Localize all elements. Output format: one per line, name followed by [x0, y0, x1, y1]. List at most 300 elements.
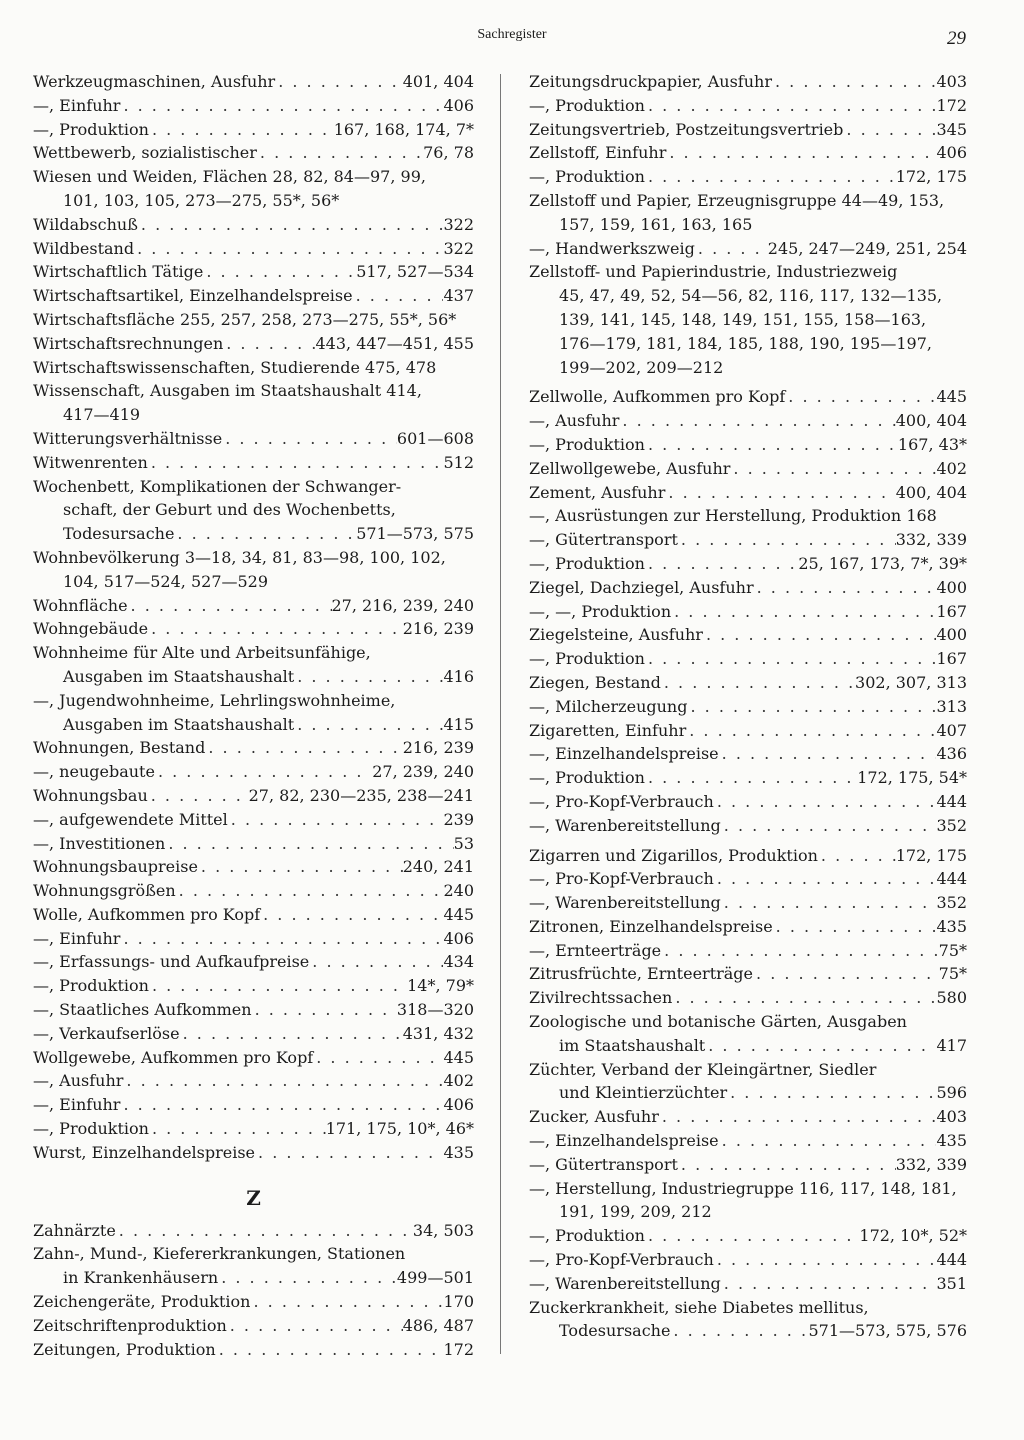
entry-term: Zivilrechtssachen	[529, 988, 673, 1008]
dot-leader	[661, 671, 855, 695]
dot-leader	[730, 457, 936, 481]
index-entry	[529, 1224, 967, 1248]
dot-leader	[255, 1141, 443, 1165]
index-entry	[529, 189, 967, 213]
entry-page-refs: 302, 307, 313	[855, 672, 967, 692]
index-entry	[529, 552, 967, 576]
index-entry	[33, 1022, 474, 1046]
entry-page-refs: 400	[936, 625, 967, 645]
index-entry	[529, 962, 967, 986]
index-entry	[33, 475, 474, 499]
index-entry	[529, 260, 967, 284]
entry-term: Ausgaben im Staatshaushalt	[63, 714, 295, 734]
entry-term: —, Ernteerträge	[529, 940, 662, 960]
entry-term: —, Jugendwohnheime, Lehrlingswohnheime,	[33, 690, 396, 710]
index-entry	[33, 1338, 474, 1362]
entry-term: 101, 103, 105, 273—275, 55*, 56*	[63, 190, 340, 210]
index-entry	[33, 617, 474, 641]
index-entry	[529, 1058, 967, 1082]
index-entry	[33, 379, 474, 403]
index-entry	[529, 986, 967, 1010]
entry-page-refs: 216, 239	[402, 619, 474, 639]
dot-leader	[753, 962, 939, 986]
entry-page-refs: 601—608	[396, 428, 474, 448]
entry-page-refs: 216, 239	[402, 738, 474, 758]
entry-page-refs: 25, 167, 173, 7*, 39*	[798, 553, 967, 573]
dot-leader	[670, 1319, 808, 1343]
entry-term: —, Einzelhandelspreise	[529, 1131, 719, 1151]
entry-page-refs: 403	[936, 1107, 967, 1127]
dot-leader	[714, 1248, 937, 1272]
entry-page-refs: 27, 216, 239, 240	[331, 595, 474, 615]
index-entry	[33, 260, 474, 284]
index-entry	[529, 1177, 967, 1201]
index-entry	[33, 356, 474, 380]
index-entry	[529, 1010, 967, 1034]
entry-page-refs: 76, 78	[423, 143, 474, 163]
entry-term: Wollgewebe, Aufkommen pro Kopf	[33, 1047, 314, 1067]
entry-page-refs: 352	[936, 815, 967, 835]
index-entry	[33, 1314, 474, 1338]
entry-term: Zeichengeräte, Produktion	[33, 1292, 251, 1312]
entry-term: Zeitschriftenproduktion	[33, 1315, 227, 1335]
index-entry	[33, 784, 474, 808]
entry-term: —, Milcherzeugung	[529, 696, 688, 716]
running-header-title: Sachregister	[477, 27, 547, 42]
index-entry	[33, 689, 474, 713]
index-entry	[529, 141, 967, 165]
index-entry	[33, 237, 474, 261]
dot-leader	[695, 237, 768, 261]
entry-term: Wildbestand	[33, 238, 135, 258]
dot-leader	[228, 808, 444, 832]
index-entry	[33, 522, 474, 546]
index-entry	[33, 974, 474, 998]
entry-term: —, Einfuhr	[33, 928, 121, 948]
dot-leader	[645, 94, 937, 118]
entry-page-refs: 332, 339	[895, 1154, 967, 1174]
entry-page-refs: 172, 10*, 52*	[859, 1226, 967, 1246]
dot-leader	[645, 165, 896, 189]
entry-page-refs: 313	[936, 696, 967, 716]
dot-leader	[843, 118, 936, 142]
dot-leader	[216, 1338, 444, 1362]
dot-leader	[174, 522, 356, 546]
index-entry	[33, 1093, 474, 1117]
entry-page-refs: 444	[936, 791, 967, 811]
entry-page-refs: 416	[443, 666, 474, 686]
index-entry	[33, 94, 474, 118]
index-entry	[33, 427, 474, 451]
dot-leader	[309, 950, 443, 974]
entry-term: —, Gütertransport	[529, 1154, 678, 1174]
dot-leader	[353, 284, 444, 308]
entry-term: Zement, Ausfuhr	[529, 482, 666, 502]
dot-leader	[149, 974, 407, 998]
entry-term: Wohnfläche	[33, 595, 128, 615]
index-entry	[33, 760, 474, 784]
dot-leader	[148, 451, 444, 475]
entry-term: 176—179, 181, 184, 185, 188, 190, 195—197,	[559, 333, 932, 353]
entry-page-refs: 240, 241	[402, 857, 474, 877]
entry-page-refs: 245, 247—249, 251, 254	[767, 238, 967, 258]
index-entry	[529, 891, 967, 915]
dot-leader	[198, 855, 403, 879]
entry-page-refs: 27, 239, 240	[372, 762, 474, 782]
dot-leader	[721, 891, 937, 915]
entry-term: Züchter, Verband der Kleingärtner, Siedler	[529, 1059, 877, 1079]
entry-page-refs: 402	[443, 1071, 474, 1091]
index-entry	[529, 308, 967, 332]
entry-page-refs: 444	[936, 869, 967, 889]
index-entry	[33, 879, 474, 903]
entry-page-refs: 406	[936, 143, 967, 163]
dot-leader	[772, 70, 936, 94]
entry-page-refs: 445	[936, 387, 967, 407]
dot-leader	[686, 719, 936, 743]
index-entry	[529, 719, 967, 743]
index-entry	[529, 939, 967, 963]
index-entry	[33, 141, 474, 165]
entry-term: —, Investitionen	[33, 833, 166, 853]
entry-page-refs: 318—320	[396, 1000, 474, 1020]
dot-leader	[205, 736, 402, 760]
index-entry	[33, 165, 474, 189]
entry-term: —, Produktion	[529, 95, 645, 115]
entry-term: Wiesen und Weiden, Flächen 28, 82, 84—97, 99,	[33, 167, 426, 187]
dot-leader	[257, 141, 423, 165]
entry-page-refs: 406	[443, 95, 474, 115]
entry-term: —, Pro-Kopf-Verbrauch	[529, 869, 714, 889]
dot-leader	[149, 1117, 326, 1141]
dot-leader	[223, 332, 315, 356]
entry-term: —, Produktion	[529, 1226, 645, 1246]
index-entry	[33, 213, 474, 237]
index-entry	[529, 528, 967, 552]
index-entry	[33, 713, 474, 737]
entry-term: Wohngebäude	[33, 619, 149, 639]
entry-term: Zellstoff und Papier, Erzeugnisgruppe 44—49, 153,	[529, 190, 945, 210]
entry-page-refs: 352	[936, 893, 967, 913]
dot-leader	[294, 665, 443, 689]
index-entry	[33, 403, 474, 427]
index-entry	[529, 671, 967, 695]
dot-leader	[659, 1105, 937, 1129]
entry-term: Zitrusfrüchte, Ernteerträge	[529, 964, 754, 984]
index-entry	[529, 1248, 967, 1272]
entry-page-refs: 167, 43*	[897, 434, 967, 454]
index-entry	[529, 385, 967, 409]
index-entry	[529, 237, 967, 261]
entry-page-refs: 434	[443, 952, 474, 972]
entry-term: 45, 47, 49, 52, 54—56, 82, 116, 117, 132—135,	[559, 286, 943, 306]
entry-page-refs: 417	[936, 1035, 967, 1055]
entry-term: —, Ausrüstungen zur Herstellung, Produktion 168	[529, 506, 937, 526]
dot-leader	[671, 600, 936, 624]
entry-page-refs: 486, 487	[402, 1315, 474, 1335]
entry-term: Witterungsverhältnisse	[33, 428, 223, 448]
entry-page-refs: 167, 168, 174, 7*	[333, 119, 474, 139]
dot-leader	[260, 903, 443, 927]
dot-leader	[645, 647, 937, 671]
index-column-right	[529, 70, 967, 1343]
entry-term: —, Produktion	[529, 167, 645, 187]
index-list-z-continued	[529, 70, 967, 1343]
entry-page-refs: 436	[936, 744, 967, 764]
dot-leader	[703, 623, 937, 647]
entry-page-refs: 351	[936, 1273, 967, 1293]
entry-term: —, Gütertransport	[529, 530, 678, 550]
index-entry	[529, 915, 967, 939]
dot-leader	[134, 237, 443, 261]
index-entry	[33, 1266, 474, 1290]
dot-leader	[665, 481, 895, 505]
index-entry	[529, 118, 967, 142]
index-entry	[529, 1034, 967, 1058]
entry-term: 139, 141, 145, 148, 149, 151, 155, 158—163,	[559, 309, 927, 329]
index-entry	[33, 284, 474, 308]
entry-term: Wurst, Einzelhandelspreise	[33, 1142, 256, 1162]
index-entry	[33, 855, 474, 879]
index-entry	[529, 1081, 967, 1105]
entry-term: —, Pro-Kopf-Verbrauch	[529, 1250, 714, 1270]
dot-leader	[773, 915, 937, 939]
entry-page-refs: 444	[936, 1250, 967, 1270]
dot-leader	[727, 1081, 936, 1105]
entry-page-refs: 172, 175, 54*	[857, 768, 967, 788]
index-entry	[529, 504, 967, 528]
dot-leader	[719, 1129, 937, 1153]
entry-term: Zahn-, Mund-, Kiefererkrankungen, Stationen	[33, 1244, 406, 1264]
entry-term: Werkzeugmaschinen, Ausfuhr	[33, 72, 276, 91]
index-entry	[529, 1129, 967, 1153]
index-entry	[33, 70, 474, 94]
entry-term: —, Herstellung, Industriegruppe 116, 117, 148, 181,	[529, 1178, 957, 1198]
entry-term: Ziegelsteine, Ausfuhr	[529, 625, 703, 645]
entry-page-refs: 400, 404	[895, 411, 967, 431]
index-entry	[33, 808, 474, 832]
dot-leader	[203, 260, 356, 284]
dot-leader	[645, 433, 898, 457]
index-entry	[529, 1319, 967, 1343]
entry-term: 157, 159, 161, 163, 165	[559, 214, 753, 234]
index-entry	[529, 766, 967, 790]
dot-leader	[721, 1272, 937, 1296]
index-entry	[33, 832, 474, 856]
entry-page-refs: 596	[936, 1083, 967, 1103]
entry-page-refs: 53	[453, 833, 474, 853]
entry-page-refs: 14*, 79*	[407, 976, 474, 996]
index-entry	[529, 844, 967, 868]
entry-page-refs: 172, 175	[895, 845, 967, 865]
entry-term: Zeitungen, Produktion	[33, 1339, 216, 1359]
index-column-left	[33, 70, 474, 1361]
entry-term: —, —, Produktion	[529, 601, 672, 621]
entry-term: —, Produktion	[33, 1119, 149, 1139]
entry-term: —, Ausfuhr	[529, 411, 620, 431]
index-entry	[33, 927, 474, 951]
entry-term: —, Warenbereitstellung	[529, 815, 721, 835]
entry-page-refs: 172	[936, 95, 967, 115]
entry-page-refs: 170	[443, 1292, 474, 1312]
dot-leader	[149, 118, 334, 142]
section-letter-heading: Z	[246, 1185, 261, 1210]
entry-page-refs: 401, 404	[402, 72, 474, 91]
dot-leader	[116, 1219, 413, 1243]
entry-term: Zucker, Ausfuhr	[529, 1107, 659, 1127]
entry-page-refs: 435	[443, 1142, 474, 1162]
index-entry	[529, 1153, 967, 1177]
entry-term: Zellstoff, Einfuhr	[529, 143, 667, 163]
dot-leader	[721, 814, 937, 838]
entry-term: Ziegel, Dachziegel, Ausfuhr	[529, 577, 754, 597]
entry-term: Wirtschaftsrechnungen	[33, 333, 224, 353]
entry-term: Wohnungen, Bestand	[33, 738, 206, 758]
index-entry	[33, 641, 474, 665]
entry-term: Wirtschaftswissenschaften, Studierende 475, 478	[33, 357, 437, 377]
index-entry	[33, 1046, 474, 1070]
entry-term: —, Produktion	[33, 119, 149, 139]
entry-page-refs: 571—573, 575	[356, 524, 474, 544]
entry-term: Zitronen, Einzelhandelspreise	[529, 916, 773, 936]
entry-page-refs: 431, 432	[402, 1023, 474, 1043]
dot-leader	[176, 879, 444, 903]
dot-leader	[714, 790, 937, 814]
entry-page-refs: 415	[443, 714, 474, 734]
entry-term: —, Handwerkszweig	[529, 238, 695, 258]
dot-leader	[666, 141, 936, 165]
dot-leader	[705, 1034, 936, 1058]
index-entry	[33, 332, 474, 356]
entry-term: Witwenrenten	[33, 452, 148, 472]
entry-term: 199—202, 209—212	[559, 357, 724, 377]
entry-page-refs: 167	[936, 649, 967, 669]
entry-term: —, Produktion	[529, 649, 645, 669]
entry-term: und Kleintierzüchter	[559, 1083, 728, 1103]
entry-term: Wochenbett, Komplikationen der Schwanger-	[33, 476, 402, 496]
entry-page-refs: 167	[936, 601, 967, 621]
index-entry	[33, 1141, 474, 1165]
entry-term: —, Warenbereitstellung	[529, 893, 721, 913]
index-entry	[529, 457, 967, 481]
index-entry	[529, 94, 967, 118]
entry-page-refs: 171, 175, 10*, 46*	[325, 1119, 474, 1139]
index-entry	[529, 623, 967, 647]
index-entry	[33, 665, 474, 689]
entry-page-refs: 406	[443, 928, 474, 948]
entry-term: 191, 199, 209, 212	[559, 1202, 712, 1222]
entry-term: 417—419	[63, 405, 141, 425]
entry-page-refs: 435	[936, 916, 967, 936]
entry-term: —, Ausfuhr	[33, 1071, 124, 1091]
entry-page-refs: 172, 175	[895, 167, 967, 187]
entry-term: Ziegen, Bestand	[529, 672, 661, 692]
index-entry	[33, 903, 474, 927]
entry-term: Todesursache	[559, 1321, 671, 1341]
page-number: 29	[947, 28, 966, 49]
entry-term: —, Erfassungs- und Aufkaufpreise	[33, 952, 310, 972]
dot-leader	[227, 1314, 403, 1338]
index-entry	[33, 594, 474, 618]
entry-term: Zahnärzte	[33, 1220, 116, 1240]
entry-page-refs: 435	[936, 1131, 967, 1151]
entry-page-refs: 517, 527—534	[356, 262, 474, 282]
column-divider	[500, 74, 501, 1354]
dot-leader	[252, 998, 397, 1022]
entry-term: in Krankenhäusern	[63, 1268, 219, 1288]
entry-term: Zigaretten, Einfuhr	[529, 720, 687, 740]
entry-page-refs: 437	[443, 286, 474, 306]
entry-page-refs: 322	[443, 214, 474, 234]
entry-term: im Staatshaushalt	[559, 1035, 706, 1055]
index-entry	[33, 1219, 474, 1243]
entry-term: —, Produktion	[529, 553, 645, 573]
index-list-z	[33, 1219, 474, 1362]
index-entry	[33, 998, 474, 1022]
index-entry	[33, 1242, 474, 1266]
entry-page-refs: 400, 404	[895, 482, 967, 502]
entry-page-refs: 403	[936, 72, 967, 91]
dot-leader	[165, 832, 453, 856]
dot-leader	[275, 70, 403, 94]
index-entry	[529, 867, 967, 891]
entry-term: Wohnungsbaupreise	[33, 857, 198, 877]
entry-term: Zellstoff- und Papierindustrie, Industriezweig	[529, 262, 898, 282]
dot-leader	[218, 1266, 397, 1290]
entry-term: Wohnungsbau	[33, 785, 148, 805]
entry-page-refs: 402	[936, 458, 967, 478]
entry-page-refs: 400	[936, 577, 967, 597]
entry-page-refs: 445	[443, 904, 474, 924]
dot-leader	[754, 576, 937, 600]
entry-term: —, Einfuhr	[33, 1095, 121, 1115]
dot-leader	[120, 1093, 443, 1117]
index-entry	[529, 1105, 967, 1129]
dot-leader	[645, 766, 857, 790]
entry-term: —, Produktion	[529, 434, 645, 454]
index-entry	[529, 600, 967, 624]
index-entry	[529, 814, 967, 838]
index-entry	[33, 546, 474, 570]
index-entry	[529, 284, 967, 308]
dot-leader	[120, 94, 443, 118]
dot-leader	[294, 713, 443, 737]
entry-term: —, Pro-Kopf-Verbrauch	[529, 791, 714, 811]
index-entry	[33, 308, 474, 332]
entry-page-refs: 75*	[938, 940, 967, 960]
index-entry	[33, 498, 474, 522]
entry-term: —, Einfuhr	[33, 95, 121, 115]
dot-leader	[719, 742, 937, 766]
dot-leader	[250, 1290, 443, 1314]
entry-page-refs: 332, 339	[895, 530, 967, 550]
entry-page-refs: 345	[936, 119, 967, 139]
dot-leader	[138, 213, 444, 237]
entry-term: Zellwollgewebe, Ausfuhr	[529, 458, 731, 478]
index-entry	[33, 1117, 474, 1141]
entry-term: Zigarren und Zigarillos, Produktion	[529, 845, 818, 865]
entry-page-refs: 512	[443, 452, 474, 472]
entry-page-refs: 406	[443, 1095, 474, 1115]
entry-page-refs: 172	[443, 1339, 474, 1359]
entry-term: Wirtschaftsartikel, Einzelhandelspreise	[33, 286, 353, 306]
entry-term: Zeitungsvertrieb, Postzeitungsvertrieb	[529, 119, 844, 139]
entry-page-refs: 580	[936, 988, 967, 1008]
dot-leader	[645, 552, 798, 576]
entry-page-refs: 445	[443, 1047, 474, 1067]
index-entry	[529, 332, 967, 356]
index-entry	[33, 1290, 474, 1314]
